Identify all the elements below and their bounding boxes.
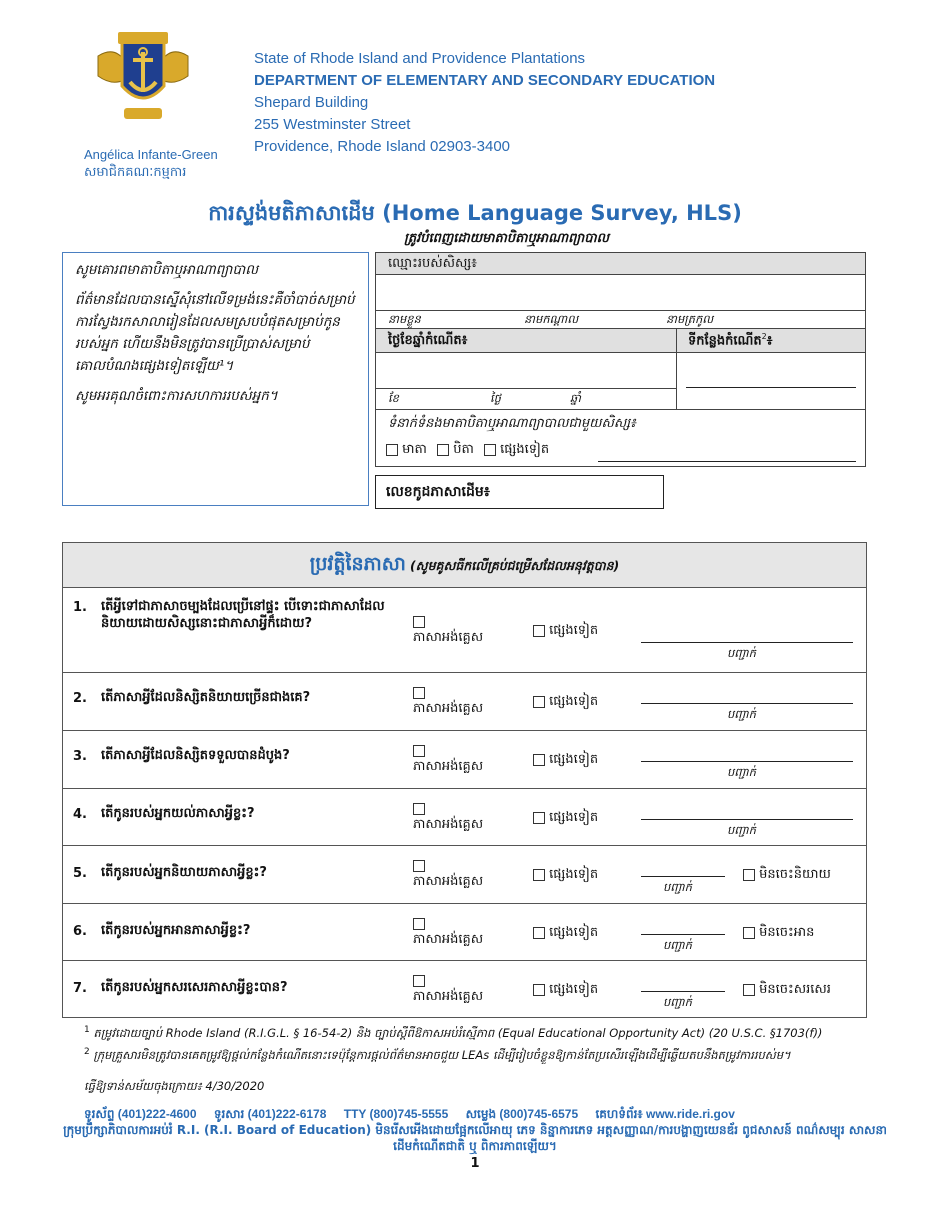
cannot-checkbox[interactable]	[743, 984, 755, 996]
question-number: 2.	[73, 691, 87, 706]
cannot-checkbox[interactable]	[743, 869, 755, 881]
question-text: តើកូនរបស់អ្នកអានភាសាអ្វីខ្លះ?	[101, 923, 251, 938]
other-label: ផ្សេងទៀត	[549, 623, 599, 638]
other-checkbox[interactable]	[533, 625, 545, 637]
question-text: តើកូនរបស់អ្នកសរសេរភាសាអ្វីខ្លះបាន?	[101, 980, 288, 995]
question-row	[63, 961, 866, 1018]
note-thanks: សូមអរគុណចំពោះការសហការរបស់អ្នក។	[75, 388, 278, 404]
last-name-label: នាមត្រកូល	[666, 312, 714, 326]
other-option	[533, 924, 598, 943]
question-row	[63, 789, 866, 846]
day-label: ថ្ងៃ	[490, 391, 501, 405]
specify-label: បញ្ជាក់	[727, 707, 756, 721]
footnote-2-text: ក្រុមគ្រួសារមិនត្រូវបានគេតម្រូវឱ្យផ្ដល់កន្លែងកំណើតនោះទេប៉ុន្តែការផ្ដល់ព័ត៌មានអាចជួយ LEAs ដើម្បីរៀបចំខ្លួនឱ្យកាន់តែប្រសើរឡើងដើម្បីឆ្លើយតបនឹងតម្រូវការរបស់ម។	[93, 1047, 791, 1062]
question-number: 4.	[73, 807, 87, 822]
student-name-header	[376, 253, 865, 275]
english-label: ភាសាអង់គ្លេស	[413, 989, 484, 1004]
home-language-code-box[interactable]	[375, 475, 664, 509]
question-text: តើកូនរបស់អ្នកនិយាយភាសាអ្វីខ្លះ?	[101, 865, 267, 880]
other-checkbox[interactable]	[533, 696, 545, 708]
other-option	[533, 809, 598, 828]
cannot-option	[743, 981, 831, 1000]
student-info-table	[375, 252, 866, 467]
specify-label: បញ្ជាក់	[727, 823, 756, 837]
language-history-instruction: (សូមគូសធីកលើគ្រប់ជម្រើសដែលអនុវត្តបាន)	[409, 558, 620, 573]
other-option	[533, 751, 598, 770]
cannot-checkbox[interactable]	[743, 927, 755, 939]
english-option	[413, 858, 483, 890]
board-statement: ក្រុមប្រឹក្សាភិបាលការអប់រំ R.I. (R.I. Board of Education) មិនរើសអើងដោយផ្អែកលើអាយុ ភេទ និន្នាការភេទ អត្តសញ្ញាណ/ការបង្ហាញយេនឌ័រ ពូជសាសន៍ ពណ៌សម្បុរ សាសនា ដើមកំណើតជាតិ ឬ ពិការភាពឡើយ។	[63, 1123, 887, 1153]
other-checkbox[interactable]	[533, 927, 545, 939]
other-option	[533, 693, 598, 712]
specify-label: បញ្ជាក់	[727, 646, 756, 660]
footnote-2-number: 2	[84, 1047, 90, 1057]
commissioner-block	[84, 146, 234, 180]
english-label: ភាសាអង់គ្លេស	[413, 817, 484, 832]
birthplace-footnote-ref: 2	[761, 332, 767, 341]
english-checkbox[interactable]	[413, 616, 425, 628]
other-label: ផ្សេងទៀត	[549, 694, 599, 709]
other-relation-label: ផ្សេងទៀត	[500, 442, 550, 457]
other-checkbox[interactable]	[533, 869, 545, 881]
english-label: ភាសាអង់គ្លេស	[413, 701, 484, 716]
state-seal	[94, 26, 192, 126]
dob-field[interactable]	[376, 353, 676, 389]
birthplace-label-text: ទីកន្លែងកំណើត	[688, 333, 762, 349]
english-checkbox[interactable]	[413, 918, 425, 930]
question-text: តើកូនរបស់អ្នកយល់ភាសាអ្វីខ្លះ?	[101, 806, 255, 821]
other-checkbox[interactable]	[533, 984, 545, 996]
cannot-option	[743, 866, 831, 885]
other-option	[533, 866, 598, 885]
page-number: 1	[470, 1156, 480, 1171]
specify-label: បញ្ជាក់	[663, 938, 692, 952]
website-link[interactable]: គេហទំព័រ៖ www.ride.ri.gov	[595, 1107, 735, 1121]
fax-number: ទូរសារ (401)222-6178	[213, 1107, 327, 1121]
question-number: 6.	[73, 924, 87, 939]
english-checkbox[interactable]	[413, 975, 425, 987]
note-greeting: សូមគោរពមាតាបិតាឬអាណាព្យាបាល	[75, 262, 259, 278]
last-updated: ធ្វើឱ្យទាន់សម័យចុងក្រោយ៖ 4/30/2020	[84, 1079, 265, 1093]
question-row	[63, 673, 866, 731]
agency-address	[254, 48, 715, 158]
home-language-code-label: លេខកូដភាសាដើម៖	[386, 484, 490, 500]
cannot-option	[743, 924, 814, 943]
cannot-label: មិនចេះអាន	[759, 925, 815, 940]
specify-label: បញ្ជាក់	[663, 995, 692, 1009]
mother-label: មាតា	[402, 442, 427, 457]
footnote-2	[84, 1044, 874, 1063]
page-subtitle: ត្រូវបំពេញដោយមាតាបិតាឬអាណាព្យាបាល	[404, 231, 609, 246]
question-text: តើភាសាអ្វីដែលនិស្សិតទទួលបានដំបូង?	[101, 748, 290, 763]
specify-label: បញ្ជាក់	[727, 765, 756, 779]
question-row	[63, 904, 866, 961]
tty-number: TTY (800)745-5555	[343, 1107, 449, 1121]
parent-note	[62, 252, 369, 506]
question-row	[63, 588, 866, 673]
english-option	[413, 916, 483, 948]
specify-field[interactable]	[641, 876, 725, 877]
question-number: 1.	[73, 600, 87, 615]
english-option	[413, 743, 483, 775]
question-text: តើអ្វីទៅជាភាសាចម្បងដែលប្រើនៅផ្ទះ បើទោះជាភាសាដែលនិយាយដោយសិស្សនោះជាភាសាអ្វីក៏ដោយ?	[101, 599, 385, 631]
birthplace-label	[688, 332, 772, 351]
specify-field[interactable]	[641, 703, 853, 704]
city-address: Providence, Rhode Island 02903-3400	[254, 138, 511, 155]
question-number: 7.	[73, 981, 87, 996]
english-option	[413, 801, 483, 833]
father-checkbox[interactable]	[437, 444, 449, 456]
other-checkbox[interactable]	[533, 754, 545, 766]
other-label: ផ្សេងទៀត	[549, 752, 599, 767]
first-name-label: នាមខ្លួន	[388, 312, 421, 326]
note-body: ព័ត៌មានដែលបានស្នើសុំនៅលើទម្រង់នេះគឺចាំបាច់សម្រាប់ការស្វែងរកសាលារៀនដែលសមស្របបំផុតសម្រាប់កូនរបស់អ្នក ហើយនឹងមិនត្រូវបានប្រើប្រាស់សម្រាប់គោលបំណងផ្សេងទៀតឡើយ¹។	[75, 292, 355, 374]
other-option	[533, 981, 598, 1000]
specify-field[interactable]	[641, 819, 853, 820]
other-label: ផ្សេងទៀត	[549, 982, 599, 997]
dob-subfields	[376, 389, 676, 409]
department-name: DEPARTMENT OF ELEMENTARY AND SECONDARY EDUCATION	[254, 72, 716, 89]
english-checkbox[interactable]	[413, 803, 425, 815]
question-number: 5.	[73, 866, 87, 881]
footnote-1-number: 1	[84, 1025, 90, 1035]
year-label: ឆ្នាំ	[570, 391, 581, 405]
student-name-field[interactable]	[376, 275, 865, 311]
middle-name-label: នាមកណ្ដាល	[524, 312, 579, 326]
specify-field[interactable]	[641, 642, 853, 643]
english-option	[413, 614, 483, 646]
voice-number: សម្លេង (800)745-6575	[465, 1107, 579, 1121]
page-title: ការស្ទង់មតិភាសាដើម (Home Language Survey, HLS)	[208, 201, 742, 225]
other-checkbox[interactable]	[533, 812, 545, 824]
relationship-options	[386, 441, 549, 460]
other-relation-field[interactable]	[598, 461, 856, 462]
birthplace-field[interactable]	[686, 387, 856, 388]
english-label: ភាសាអង់គ្លេស	[413, 932, 484, 947]
cannot-label: មិនចេះនិយាយ	[759, 867, 831, 882]
specify-field[interactable]	[641, 761, 853, 762]
other-label: ផ្សេងទៀត	[549, 925, 599, 940]
relationship-section	[376, 409, 865, 468]
commissioner-name: Angélica Infante-Green	[84, 147, 218, 162]
english-label: ភាសាអង់គ្លេស	[413, 759, 484, 774]
footnote-1	[84, 1022, 874, 1041]
dob-label: ថ្ងៃខែឆ្នាំកំណើត៖	[388, 333, 468, 348]
name-subfields	[376, 311, 865, 329]
other-option	[533, 622, 598, 641]
language-history-header	[63, 543, 866, 588]
cannot-label: មិនចេះសរសេរ	[759, 982, 831, 997]
other-label: ផ្សេងទៀត	[549, 810, 599, 825]
building-name: Shepard Building	[254, 94, 369, 111]
commissioner-title: សមាជិកគណៈកម្មការ	[84, 164, 187, 179]
phone-number: ទូរស័ព្ទ (401)222-4600	[84, 1107, 197, 1121]
language-history-table	[62, 542, 867, 1018]
question-row	[63, 731, 866, 789]
question-text: តើភាសាអ្វីដែលនិស្សិតនិយាយច្រើនជាងគេ?	[101, 690, 311, 705]
other-relation-checkbox[interactable]	[484, 444, 496, 456]
footnote-1-text: តម្រូវដោយច្បាប់ Rhode Island (R.I.G.L. § 16-54-2) និង ច្បាប់ស្ដីពីឱកាសអប់រំស្មើភាព (Equal Educational Opportunity Act) (20 U.S.C. §1703(f))	[93, 1025, 823, 1040]
english-option	[413, 973, 483, 1005]
relationship-label: ទំនាក់ទំនងមាតាបិតាឬអាណាព្យាបាលជាមួយសិស្ស៖	[388, 416, 636, 431]
english-label: ភាសាអង់គ្លេស	[413, 874, 484, 889]
english-option	[413, 685, 483, 717]
language-history-title: ប្រវត្តិនៃភាសា	[309, 553, 406, 575]
mother-checkbox[interactable]	[386, 444, 398, 456]
specify-field[interactable]	[641, 934, 725, 935]
other-label: ផ្សេងទៀត	[549, 867, 599, 882]
birth-header	[376, 329, 865, 353]
question-number: 3.	[73, 749, 87, 764]
english-label: ភាសាអង់គ្លេស	[413, 630, 484, 645]
father-label: បិតា	[453, 442, 474, 457]
birthplace-colon: ៖	[766, 333, 773, 349]
month-label: ខែ	[388, 391, 399, 405]
specify-field[interactable]	[641, 991, 725, 992]
question-row	[63, 846, 866, 904]
english-checkbox[interactable]	[413, 687, 425, 699]
student-name-label: ឈ្មោះរបស់សិស្ស៖	[388, 256, 477, 271]
street-address: 255 Westminster Street	[254, 116, 411, 133]
english-checkbox[interactable]	[413, 745, 425, 757]
specify-label: បញ្ជាក់	[663, 880, 692, 894]
state-name: State of Rhode Island and Providence Plantations	[254, 50, 586, 67]
english-checkbox[interactable]	[413, 860, 425, 872]
